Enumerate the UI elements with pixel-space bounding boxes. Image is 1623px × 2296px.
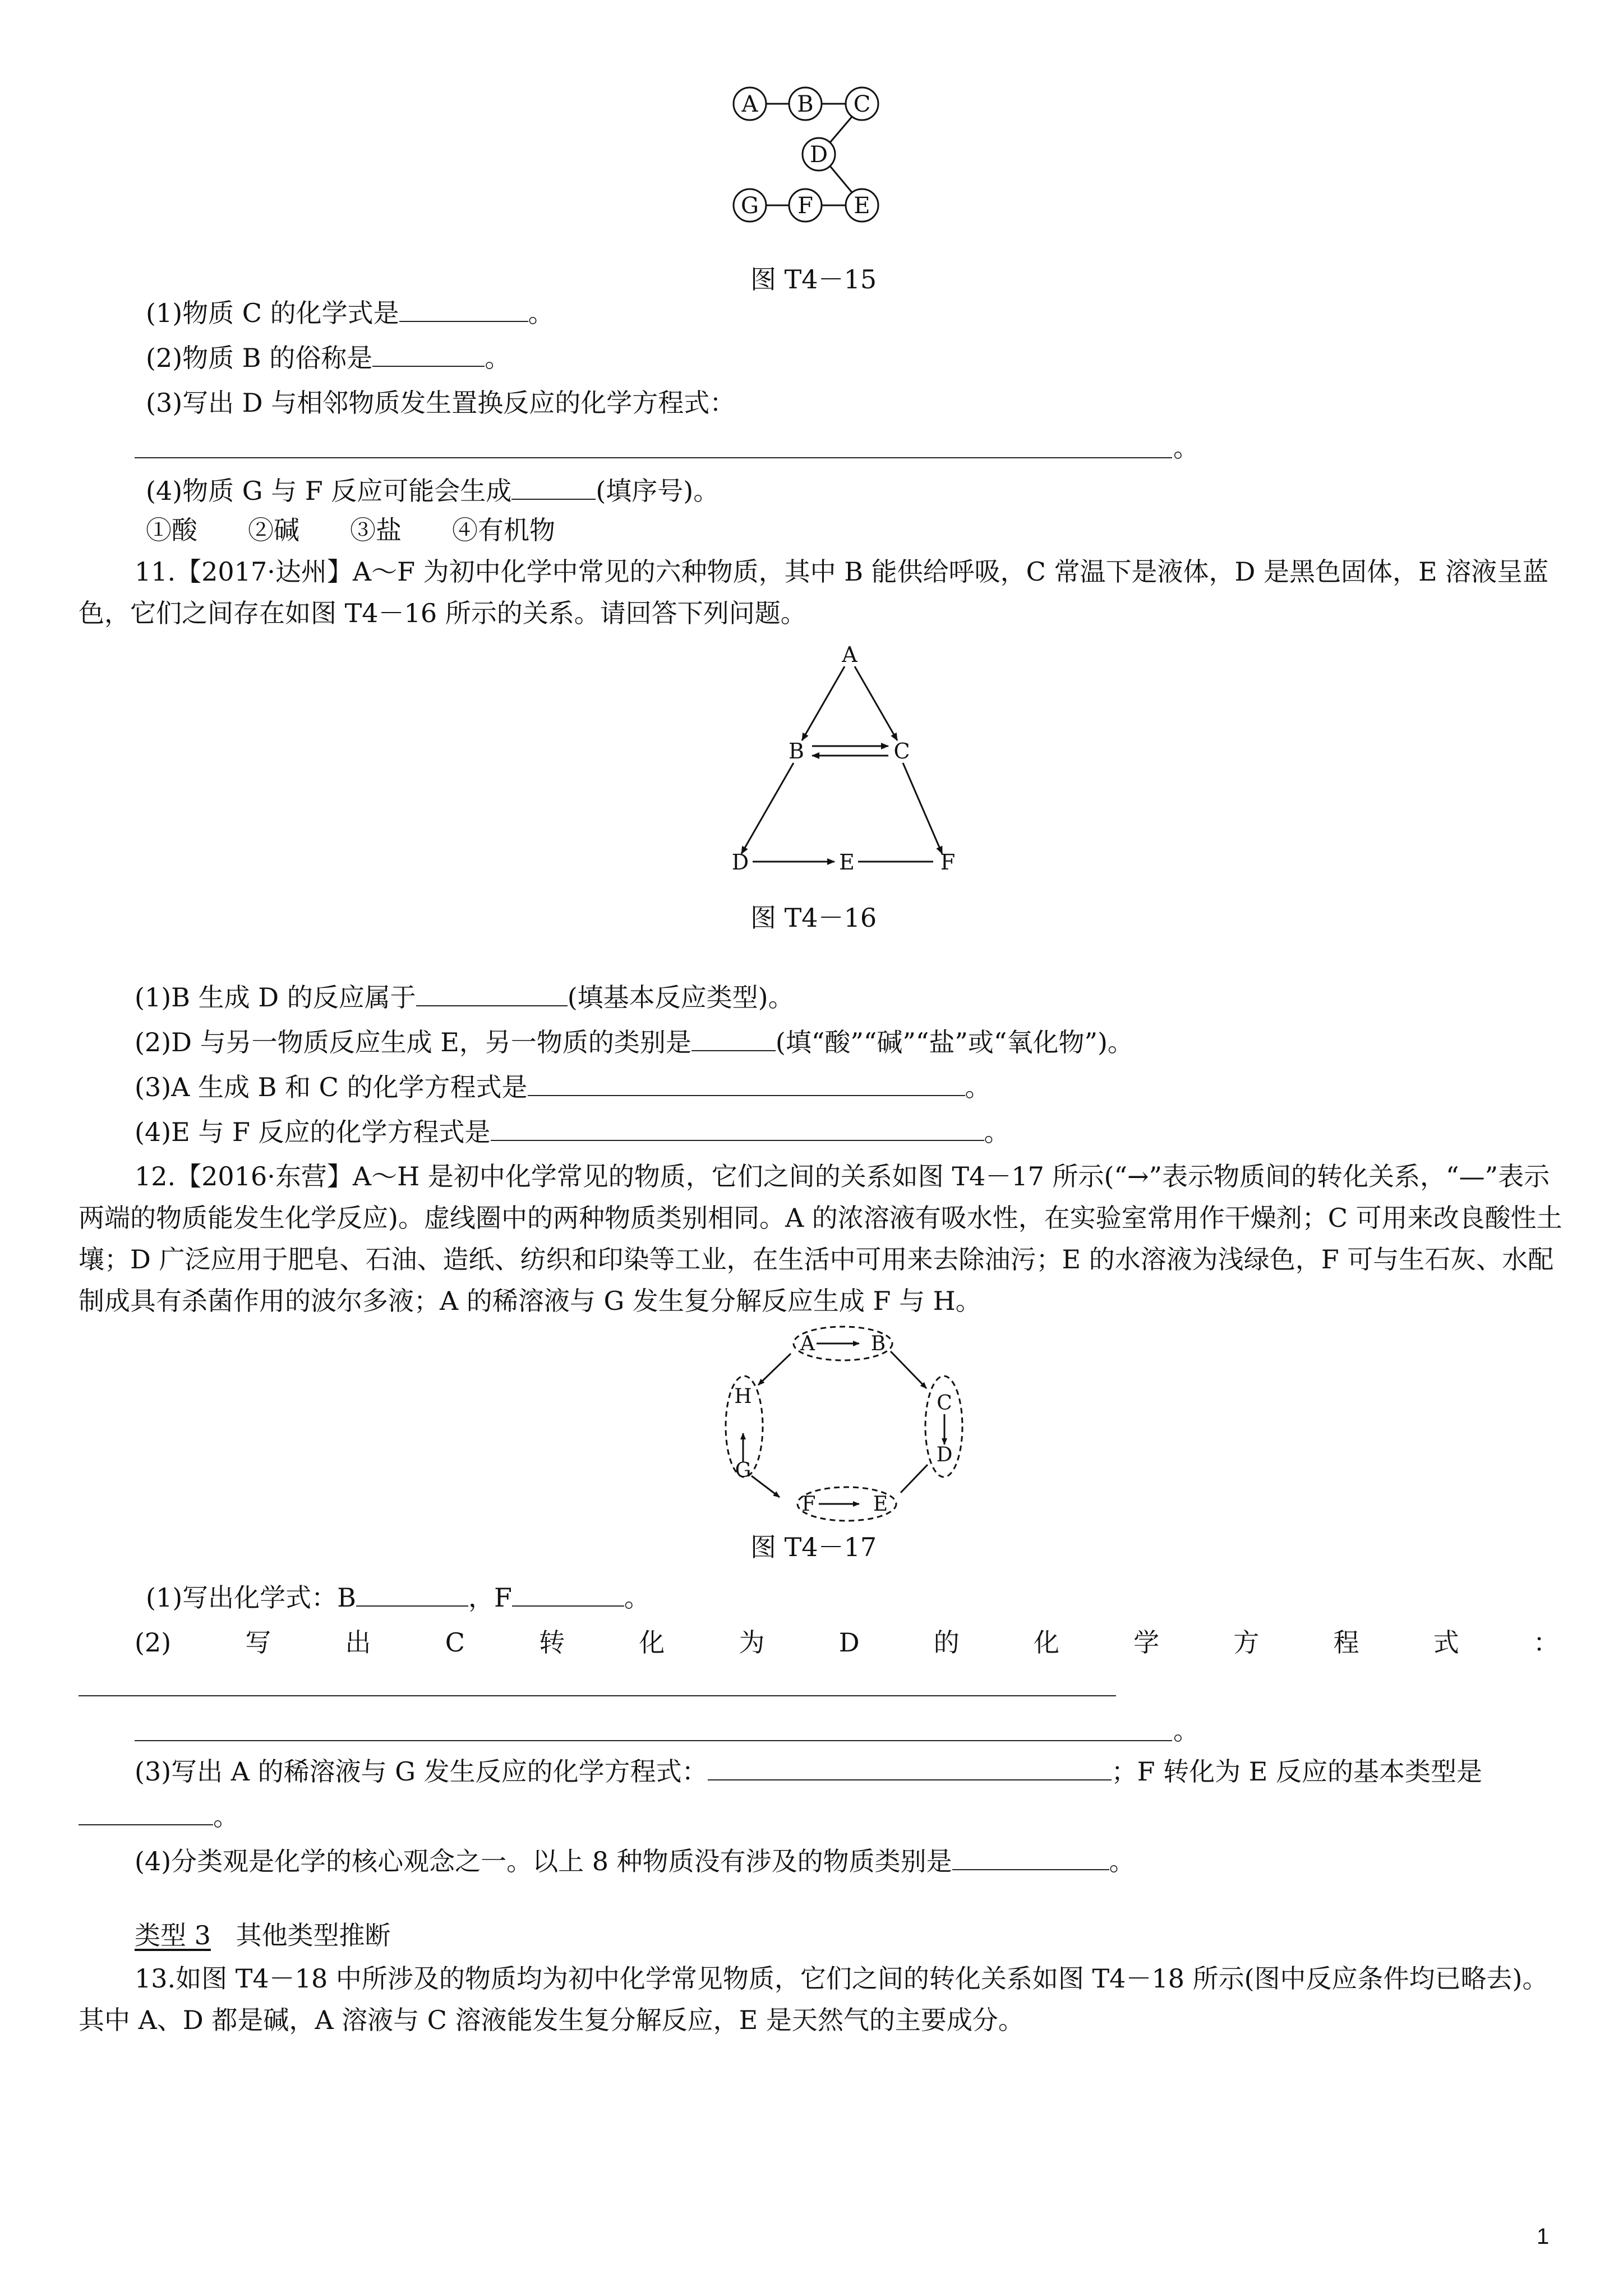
option-4: ④有机物 <box>452 515 555 545</box>
q10-part1 <box>146 296 554 330</box>
figure-t4-15 <box>729 73 965 252</box>
q10-part1-end: 。 <box>528 298 554 328</box>
answer-blank[interactable] <box>691 1025 776 1051</box>
q10-part4-text: (4)物质 G 与 F 反应可能会生成 <box>146 476 512 506</box>
q10-part3-text: (3)写出 D 与相邻物质发生置换反应的化学方程式： <box>146 388 736 418</box>
q12-part2-word: (2) <box>135 1627 172 1658</box>
q12-part3-end: 。 <box>213 1801 239 1832</box>
section-heading <box>135 1918 391 1952</box>
q12-part2-word: 式 <box>1433 1627 1459 1658</box>
q11-part3 <box>135 1070 991 1104</box>
section-title: 其他类型推断 <box>236 1920 391 1950</box>
q12-part2-word: D <box>838 1627 860 1658</box>
section-type-label: 类型 3 <box>135 1920 211 1950</box>
q12-part2-word: 化 <box>1033 1627 1059 1658</box>
node-g-label: G <box>741 193 759 219</box>
q10-part1-text: (1)物质 C 的化学式是 <box>146 298 399 328</box>
q12-part2-word: 写 <box>245 1627 271 1658</box>
q11-part4 <box>135 1115 1010 1149</box>
q10-part3-end: 。 <box>1173 432 1199 463</box>
node-f-label: F <box>801 1493 816 1516</box>
figure-t4-17 <box>712 1321 981 1529</box>
q12-part2-word: 学 <box>1133 1627 1160 1658</box>
q12-part3-text: (3)写出 A 的稀溶液与 G 发生反应的化学方程式： <box>135 1756 708 1787</box>
q10-options <box>146 513 555 547</box>
q12-part4 <box>135 1844 1135 1878</box>
q12-part2-word: 程 <box>1333 1627 1359 1658</box>
answer-blank[interactable] <box>416 981 568 1006</box>
q10-part2 <box>146 341 510 375</box>
answer-line[interactable] <box>135 457 1172 458</box>
q11-part4-end: 。 <box>984 1117 1010 1147</box>
answer-blank[interactable] <box>528 1070 965 1096</box>
node-f-label: F <box>797 193 813 219</box>
node-b-label: B <box>789 739 804 763</box>
q12-part2-word: C <box>445 1627 465 1658</box>
option-2: ②碱 <box>248 515 299 545</box>
node-c-label: C <box>853 91 871 117</box>
answer-blank[interactable] <box>511 474 596 500</box>
node-c-label: C <box>893 739 910 763</box>
node-b-label: B <box>870 1332 886 1355</box>
q11-part2-end: (填“酸”“碱”“盐”或“氧化物”)。 <box>775 1027 1133 1057</box>
answer-line[interactable] <box>135 1740 1172 1741</box>
q12-stem: 12.【2016·东营】A～H 是初中化学常见的物质，它们之间的关系如图 T4－17 所示(“→”表示物质间的转化关系，“—”表示两端的物质能发生化学反应)。虚线圈中的两种物质类别相同。A 的浓溶液有吸水性，在实验室常用作干燥剂；C 可用来改良酸性土壤；D 广泛应用于肥皂、石油、造纸、纺织和印染等工业，在生活中可用来去除油污；E 的水溶液为浅绿色，F 可与生石灰、水配制成具有杀菌作用的波尔多液；A 的稀溶液与 G 发生复分解反应生成 F 与 H。 <box>79 1161 1562 1316</box>
q12-part2-word: 为 <box>739 1627 765 1658</box>
q12-part2-word: 出 <box>345 1627 371 1658</box>
q11-part1-end: (填基本反应类型)。 <box>567 982 794 1013</box>
answer-blank[interactable] <box>491 1115 984 1141</box>
figure-caption-t4-16: 图 T4－16 <box>750 903 877 933</box>
node-e-label: E <box>854 193 870 219</box>
q12-part2-spread <box>135 1626 1559 1659</box>
node-a-label: A <box>800 1332 815 1355</box>
q12-part2-word: ： <box>1533 1627 1559 1658</box>
node-f-label: F <box>940 850 956 875</box>
page-number: 1 <box>1537 2224 1550 2249</box>
q12-part3-text-b: ；F 转化为 E 反应的基本类型是 <box>1111 1756 1482 1787</box>
q12-part4-text: (4)分类观是化学的核心观念之一。以上 8 种物质没有涉及的物质类别是 <box>135 1846 952 1876</box>
option-1: ①酸 <box>146 515 197 545</box>
node-b-label: B <box>797 91 814 117</box>
q11-part1-text: (1)B 生成 D 的反应属于 <box>135 982 416 1013</box>
answer-blank[interactable] <box>708 1755 1112 1780</box>
q10-part2-text: (2)物质 B 的俗称是 <box>146 343 373 373</box>
q12-part1-text: (1)写出化学式：B <box>146 1582 356 1613</box>
answer-blank[interactable] <box>79 1800 213 1825</box>
q12-part1-text-f: ，F <box>468 1582 512 1613</box>
node-h-label: H <box>734 1385 752 1408</box>
q11-stem: 11.【2017·达州】A～F 为初中化学中常见的六种物质，其中 B 能供给呼吸，C 常温下是液体，D 是黑色固体，E 溶液呈蓝色，它们之间存在如图 T4－16 所示的关系。请回答下列问题。 <box>79 556 1549 628</box>
q12-part3 <box>135 1755 1482 1788</box>
node-a-label: A <box>741 91 758 117</box>
node-d-label: D <box>809 142 828 168</box>
q11-part2 <box>135 1025 1133 1059</box>
q12-part2-word: 方 <box>1233 1627 1260 1658</box>
figure-caption-t4-17: 图 T4－17 <box>750 1532 877 1562</box>
q10-part2-end: 。 <box>485 343 511 373</box>
node-e-label: E <box>873 1493 888 1516</box>
q10-part4 <box>146 474 719 508</box>
answer-blank[interactable] <box>512 1581 624 1607</box>
q12-part2-end: 。 <box>1173 1715 1199 1746</box>
node-a-label: A <box>842 645 857 667</box>
q12-part2-word: 的 <box>933 1627 960 1658</box>
node-g-label: G <box>735 1459 751 1482</box>
node-d-label: D <box>731 850 749 875</box>
answer-blank[interactable] <box>952 1844 1109 1870</box>
option-3: ③盐 <box>350 515 402 545</box>
node-d-label: D <box>936 1443 953 1466</box>
q11-part3-end: 。 <box>965 1072 991 1102</box>
q12-part4-end: 。 <box>1109 1846 1135 1876</box>
answer-blank[interactable] <box>356 1581 468 1607</box>
node-c-label: C <box>937 1392 952 1415</box>
answer-line[interactable] <box>79 1695 1116 1696</box>
q12-part2-word: 转 <box>539 1627 565 1658</box>
q10-part4-end: (填序号)。 <box>596 476 720 506</box>
q13-stem: 13.如图 T4－18 中所涉及的物质均为初中化学常见物质，它们之间的转化关系如图 T4－18 所示(图中反应条件均已略去)。其中 A、D 都是碱，A 溶液与 C 溶液能发生复分解反应，E 是天然气的主要成分。 <box>79 1963 1548 2035</box>
q12-part2-word: 化 <box>639 1627 665 1658</box>
q11-part3-text: (3)A 生成 B 和 C 的化学方程式是 <box>135 1072 528 1102</box>
figure-caption-t4-15: 图 T4－15 <box>750 264 877 295</box>
q11-part2-text: (2)D 与另一物质反应生成 E，另一物质的类别是 <box>135 1027 691 1057</box>
figure-t4-16 <box>712 645 981 892</box>
q11-part4-text: (4)E 与 F 反应的化学方程式是 <box>135 1117 491 1147</box>
q12-part3-cont <box>79 1800 239 1833</box>
answer-blank[interactable] <box>372 341 485 367</box>
q11-part1 <box>135 981 794 1014</box>
q12-part1 <box>146 1581 650 1614</box>
node-e-label: E <box>839 850 855 875</box>
q12-part1-end: 。 <box>624 1582 650 1613</box>
answer-blank[interactable] <box>399 296 528 322</box>
q10-part3 <box>146 386 735 420</box>
